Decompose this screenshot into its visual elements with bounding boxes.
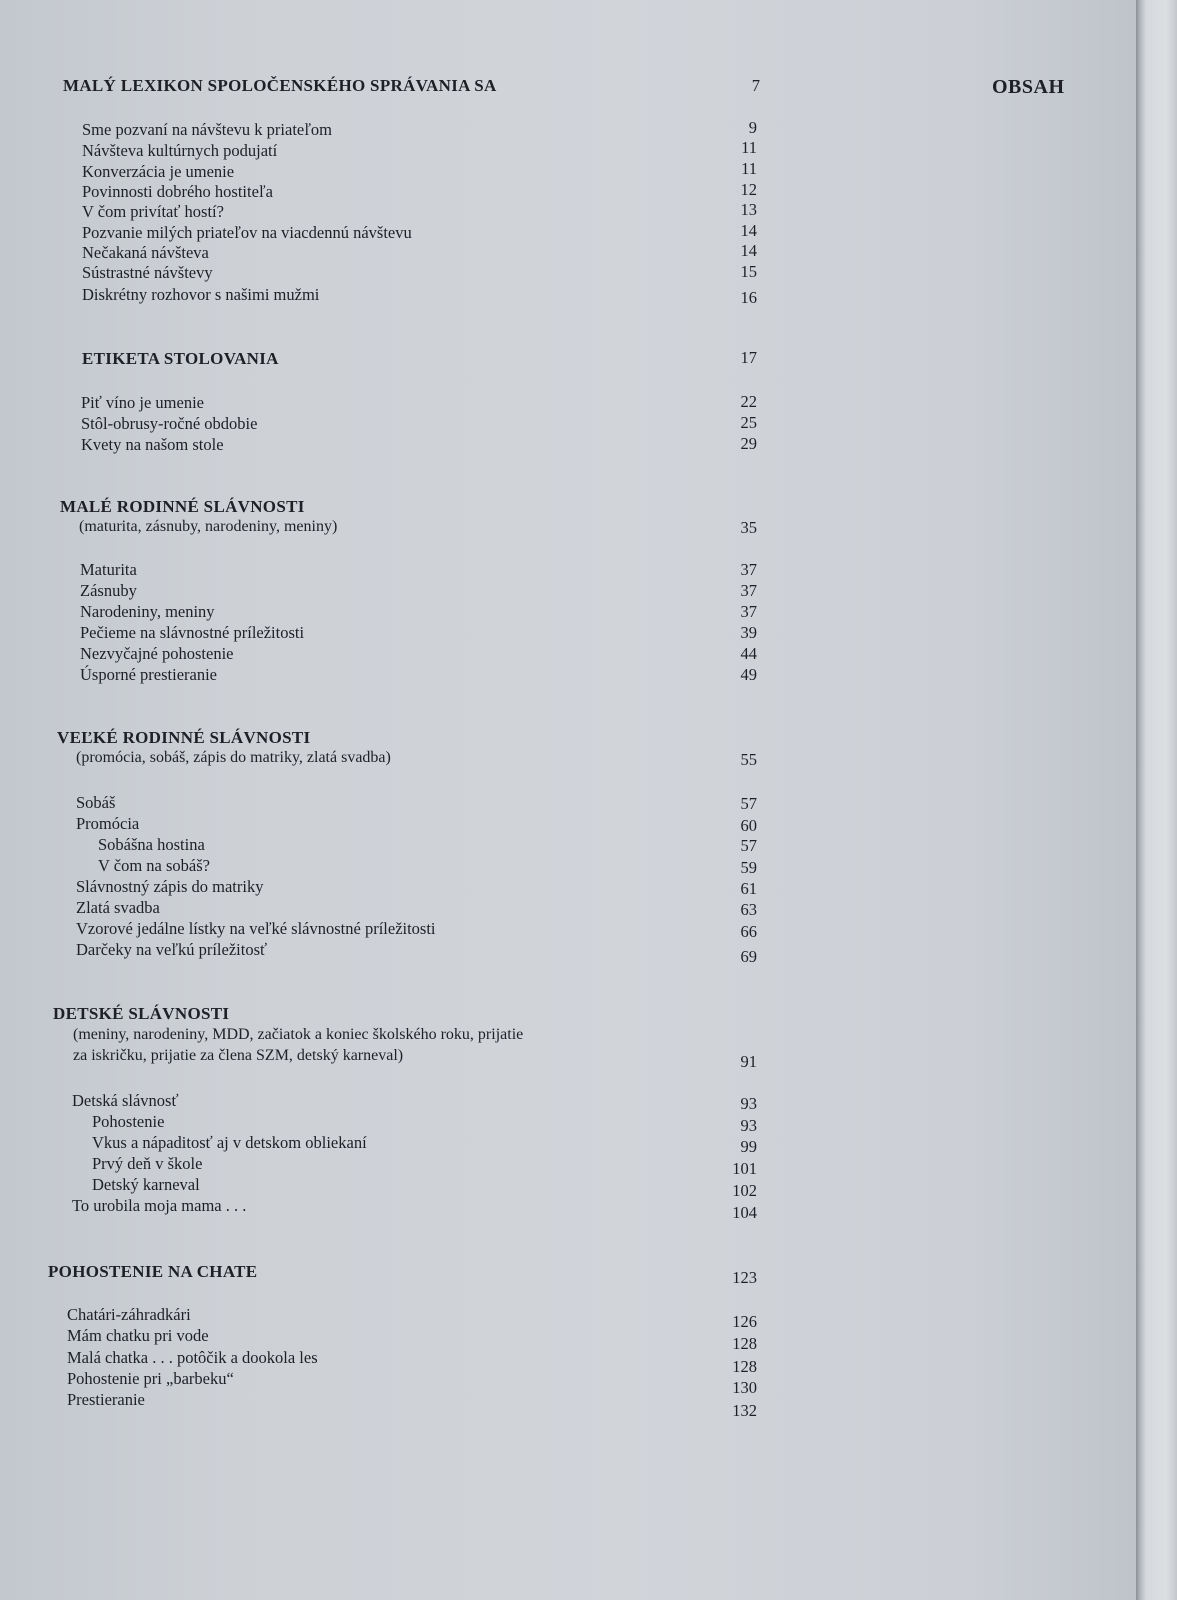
section-page: 123: [732, 1268, 757, 1287]
toc-entry-page: 57: [740, 794, 757, 813]
toc-entry-page: 9: [748, 118, 757, 137]
toc-entry: Povinnosti dobrého hostiteľa: [82, 182, 273, 201]
toc-entry-page: 104: [732, 1203, 757, 1222]
toc-entry-page: 29: [740, 434, 757, 453]
toc-entry-page: 14: [740, 221, 757, 240]
toc-entry: V čom privítať hostí?: [82, 202, 224, 221]
toc-entry: Piť víno je umenie: [81, 393, 204, 412]
toc-entry: Zlatá svadba: [76, 898, 160, 917]
toc-entry-page: 16: [740, 288, 757, 307]
section-page: 55: [740, 750, 757, 769]
toc-entry: Diskrétny rozhovor s našimi mužmi: [82, 285, 320, 304]
toc-entry-page: 37: [740, 602, 757, 621]
toc-entry-page: 49: [740, 665, 757, 684]
section-title: DETSKÉ SLÁVNOSTI: [53, 1004, 230, 1023]
toc-entry: Sobášna hostina: [98, 835, 205, 854]
toc-entry-page: 37: [740, 560, 757, 579]
toc-entry-page: 132: [732, 1401, 757, 1420]
toc-entry: To urobila moja mama . . .: [72, 1196, 247, 1215]
toc-entry: Maturita: [80, 560, 137, 579]
toc-entry-page: 15: [740, 262, 757, 281]
toc-entry: Detský karneval: [92, 1175, 200, 1194]
toc-entry-page: 128: [732, 1334, 757, 1353]
section-subtitle: (meniny, narodeniny, MDD, začiatok a koniec školského roku, prijatie: [73, 1026, 524, 1043]
toc-entry: Promócia: [76, 814, 140, 833]
toc-entry-page: 22: [740, 392, 757, 411]
toc-entry: V čom na sobáš?: [98, 856, 210, 875]
toc-entry-page: 63: [740, 900, 757, 919]
toc-entry: Slávnostný zápis do matriky: [76, 877, 264, 896]
toc-entry: Malá chatka . . . potôčik a dookola les: [67, 1348, 318, 1367]
toc-entry: Prestieranie: [67, 1390, 145, 1409]
toc-entry-page: 11: [741, 159, 757, 178]
section-title: POHOSTENIE NA CHATE: [48, 1262, 258, 1281]
toc-entry-page: 12: [740, 180, 757, 199]
page-heading: OBSAH: [992, 76, 1065, 98]
toc-entry-page: 57: [740, 836, 757, 855]
toc-entry: Detská slávnosť: [72, 1091, 179, 1110]
toc-entry: Vzorové jedálne lístky na veľké slávnostné príležitosti: [76, 919, 436, 938]
section-subtitle: (maturita, zásnuby, narodeniny, meniny): [79, 518, 338, 535]
toc-entry: Pohostenie pri „barbeku“: [67, 1369, 234, 1388]
toc-entry: Chatári-záhradkári: [67, 1305, 191, 1324]
section-title: MALÉ RODINNÉ SLÁVNOSTI: [60, 497, 305, 516]
toc-entry-page: 37: [740, 581, 757, 600]
toc-entry: Stôl-obrusy-ročné obdobie: [81, 414, 258, 433]
toc-entry-page: 66: [740, 922, 757, 941]
section-page: 7: [751, 76, 760, 95]
toc-entry: Prvý deň v škole: [92, 1154, 203, 1173]
section-page: 35: [740, 518, 757, 537]
toc-entry: Narodeniny, meniny: [80, 602, 215, 621]
toc-entry: Nezvyčajné pohostenie: [80, 644, 234, 663]
section-title: ETIKETA STOLOVANIA: [82, 349, 279, 368]
toc-entry-page: 61: [740, 879, 757, 898]
toc-entry-page: 69: [740, 947, 757, 966]
section-title: VEĽKÉ RODINNÉ SLÁVNOSTI: [57, 728, 311, 747]
toc-entry: Kvety na našom stole: [81, 435, 224, 454]
section-subtitle-line2: za iskričku, prijatie za člena SZM, detský karneval): [73, 1047, 404, 1064]
toc-entry: Úsporné prestieranie: [80, 665, 217, 684]
section-subtitle: (promócia, sobáš, zápis do matriky, zlatá svadba): [76, 749, 391, 766]
toc-entry: Konverzácia je umenie: [82, 162, 235, 181]
toc-entry-page: 130: [732, 1378, 757, 1397]
toc-entry-page: 102: [732, 1181, 757, 1200]
toc-entry: Pohostenie: [92, 1112, 165, 1131]
toc-entry-page: 11: [741, 138, 757, 157]
toc-entry-page: 99: [740, 1137, 757, 1156]
toc-entry-page: 93: [740, 1116, 757, 1135]
section-page: 17: [740, 348, 757, 367]
toc-entry: Sústrastné návštevy: [82, 263, 213, 282]
section-title: MALÝ LEXIKON SPOLOČENSKÉHO SPRÁVANIA SA: [63, 76, 497, 95]
toc-entry-page: 44: [740, 644, 757, 663]
toc-entry: Sobáš: [76, 793, 116, 812]
toc-entry-page: 25: [740, 413, 757, 432]
toc-entry: Vkus a nápaditosť aj v detskom obliekaní: [92, 1133, 367, 1152]
section-page: 91: [740, 1052, 757, 1071]
toc-entry: Pozvanie milých priateľov na viacdennú návštevu: [82, 223, 412, 242]
toc-entry-page: 93: [740, 1094, 757, 1113]
toc-entry: Návšteva kultúrnych podujatí: [82, 141, 278, 160]
toc-entry-page: 101: [732, 1159, 757, 1178]
toc-entry: Pečieme na slávnostné príležitosti: [80, 623, 305, 642]
book-spine: [1136, 0, 1177, 1600]
toc-entry-page: 13: [740, 200, 757, 219]
toc-entry: Sme pozvaní na návštevu k priateľom: [82, 120, 333, 139]
toc-entry-page: 128: [732, 1357, 757, 1376]
toc-entry-page: 14: [740, 241, 757, 260]
toc-entry: Mám chatku pri vode: [67, 1326, 209, 1345]
toc-entry-page: 39: [740, 623, 757, 642]
toc-entry-page: 60: [740, 816, 757, 835]
toc-entry-page: 59: [740, 858, 757, 877]
toc-entry: Darčeky na veľkú príležitosť: [76, 940, 268, 959]
toc-entry: Zásnuby: [80, 581, 137, 600]
toc-entry: Nečakaná návšteva: [82, 243, 209, 262]
toc-entry-page: 126: [732, 1312, 757, 1331]
